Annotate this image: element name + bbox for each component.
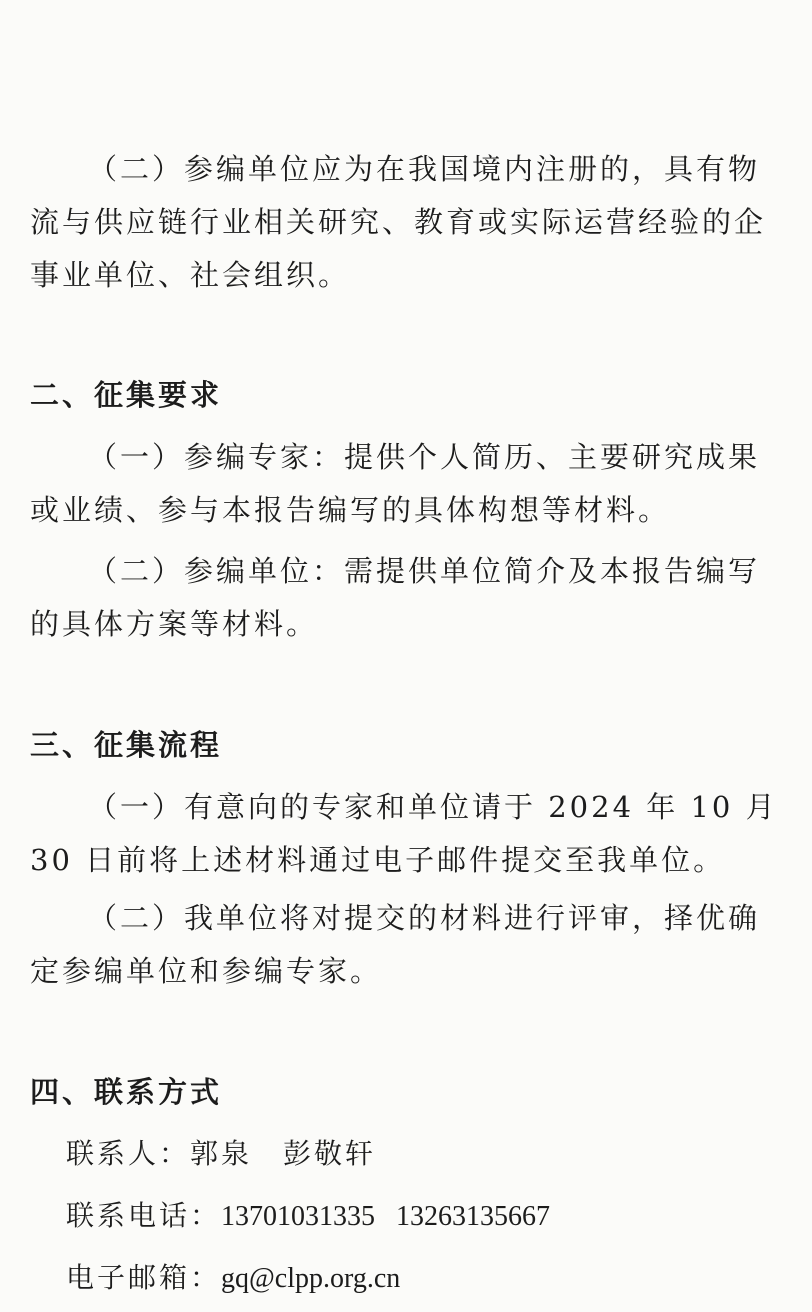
contact-email-link[interactable]: gq@clpp.org.cn — [221, 1263, 401, 1294]
clause-participating-units-eligibility: （二）参编单位应为在我国境内注册的，具有物流与供应链行业相关研究、教育或实际运营经验的企事业单位、社会组织。 — [30, 152, 767, 292]
contact-phone-label: 联系电话： — [66, 1199, 222, 1232]
contact-email-label: 电子邮箱： — [66, 1261, 222, 1294]
requirements-item-units: （二）参编单位：需提供单位简介及本报告编写的具体方案等材料。 — [30, 554, 761, 641]
contact-person-label: 联系人： — [66, 1137, 191, 1170]
section-heading-requirements: 二、征集要求 — [30, 378, 223, 412]
process-item-review: （二）我单位将对提交的材料进行评审，择优确定参编单位和参编专家。 — [30, 901, 761, 988]
contact-phone-1: 13701031335 — [221, 1201, 376, 1232]
contact-phone-2: 13263135667 — [396, 1201, 551, 1232]
contact-phone-row — [66, 1196, 550, 1237]
section-heading-process: 三、征集流程 — [30, 728, 223, 762]
contact-person-names: 郭泉 彭敬轩 — [190, 1137, 377, 1170]
process-item-submission: （一）有意向的专家和单位请于 2024 年 10 月 30 日前将上述材料通过电子邮件提交至我单位。 — [30, 790, 778, 877]
requirements-item-experts: （一）参编专家：提供个人简历、主要研究成果或业绩、参与本报告编写的具体构想等材料。 — [30, 440, 761, 527]
contact-person-row — [66, 1134, 376, 1174]
contact-email-row — [66, 1258, 400, 1299]
section-heading-contact: 四、联系方式 — [30, 1075, 223, 1109]
